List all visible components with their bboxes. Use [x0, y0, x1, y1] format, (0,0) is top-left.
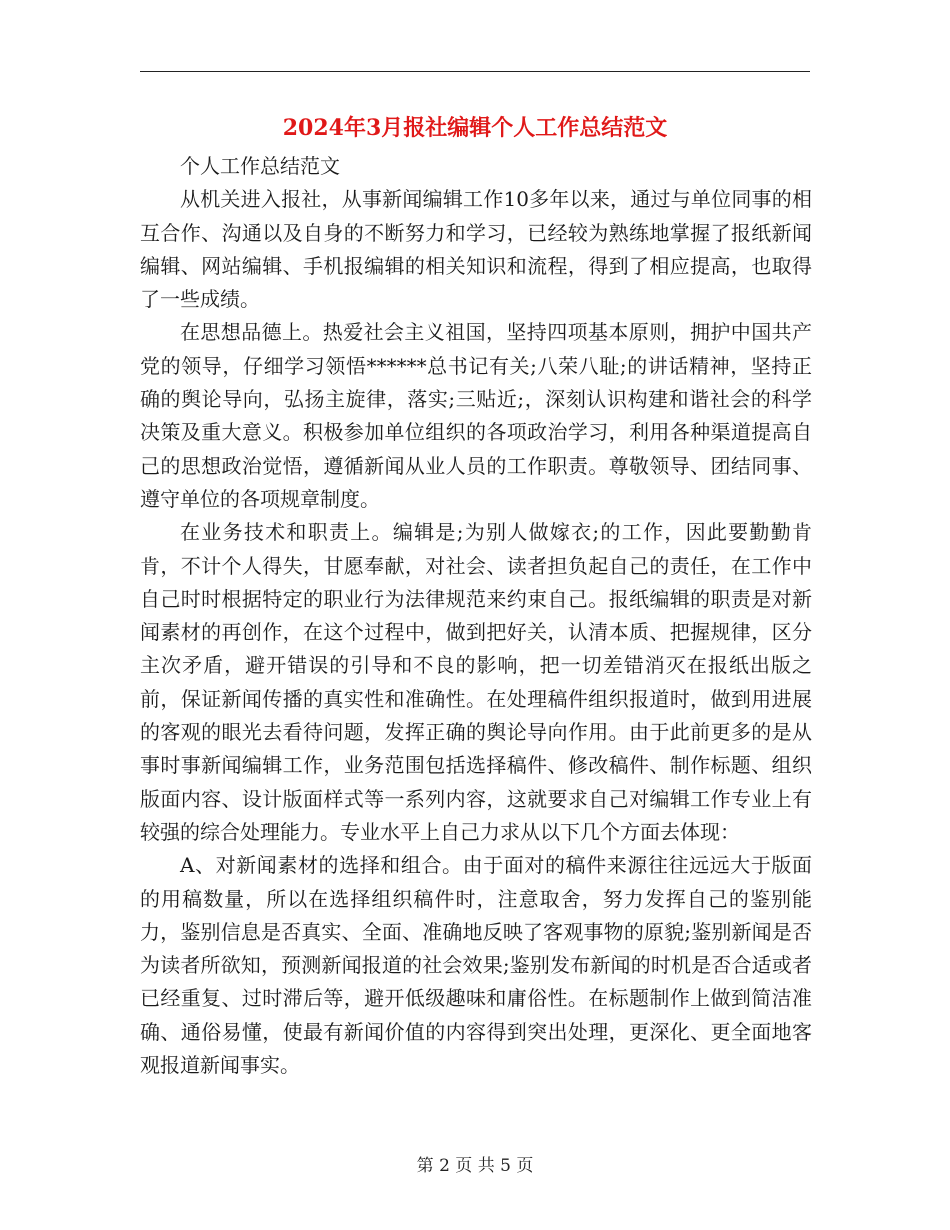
page-number: 第 2 页 共 5 页 — [416, 1156, 534, 1176]
paragraph-intro: 从机关进入报社，从事新闻编辑工作10多年以来，通过与单位同事的相互合作、沟通以及自身的不断努力和学习，已经较为熟练地掌握了报纸新闻编辑、网站编辑、手机报编辑的相关知识和流程，得到了相应提高，也取得了一些成绩。 — [140, 187, 812, 312]
paragraph-duties: 在业务技术和职责上。编辑是;为别人做嫁衣;的工作，因此要勤勤肯肯，不计个人得失，甘愿奉献，对社会、读者担负起自己的责任，在工作中自己时时根据特定的职业行为法律规范来约束自己。报纸编辑的职责是对新闻素材的再创作，在这个过程中，做到把好关，认清本质、把握规律，区分主次矛盾，避开错误的引导和不良的影响，把一切差错消灭在报纸出版之前，保证新闻传播的真实性和准确性。在处理稿件组织报道时，做到用进展的客观的眼光去看待问题，发挥正确的舆论导向作用。由于此前更多的是从事时事新闻编辑工作，业务范围包括选择稿件、修改稿件、制作标题、组织版面内容、设计版面样式等一系列内容，这就要求自己对编辑工作专业上有较强的综合处理能力。专业水平上自己力求从以下几个方面去体现： — [140, 520, 812, 844]
paragraph-material-selection: A、对新闻素材的选择和组合。由于面对的稿件来源往往远远大于版面的用稿数量，所以在选择组织稿件时，注意取舍，努力发挥自己的鉴别能力，鉴别信息是否真实、全面、准确地反映了客观事物的原貌;鉴别新闻是否为读者所欲知，预测新闻报道的社会效果;鉴别发布新闻的时机是否合适或者已经重复、过时滞后等，避开低级趣味和庸俗性。在标题制作上做到简洁准确、通俗易懂，使最有新闻价值的内容得到突出处理，更深化、更全面地客观报道新闻事实。 — [140, 853, 812, 1078]
paragraph-ideology: 在思想品德上。热爱社会主义祖国，坚持四项基本原则，拥护中国共产党的领导，仔细学习领悟******总书记有关;八荣八耻;的讲话精神，坚持正确的舆论导向，弘扬主旋律，落实;三贴近;，深刻认识构建和谐社会的科学决策及重大意义。积极参加单位组织的各项政治学习，利用各种渠道提高自己的思想政治觉悟，遵循新闻从业人员的工作职责。尊敬领导、团结同事、遵守单位的各项规章制度。 — [140, 320, 812, 511]
document-title: 2024年3月报社编辑个人工作总结范文 — [282, 115, 668, 141]
header-rule — [140, 71, 810, 72]
paragraph-subtitle: 个人工作总结范文 — [180, 154, 340, 178]
document-body — [140, 150, 812, 1082]
